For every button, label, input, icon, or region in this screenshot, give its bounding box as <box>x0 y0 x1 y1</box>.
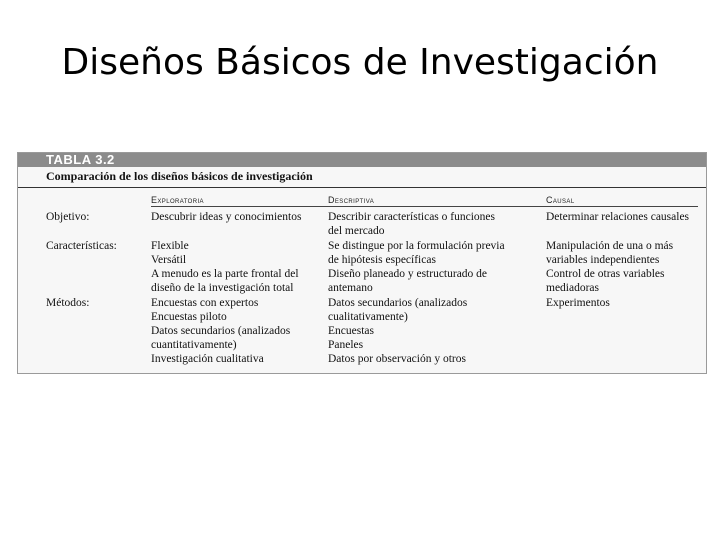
slide-title: Diseños Básicos de Investigación <box>61 42 659 83</box>
table-cell: Encuestas con expertos Encuestas piloto Datos secundarios (analizados cuantitativamente) Investigación cualitativa <box>151 297 291 365</box>
column-header-descriptiva: Descriptiva <box>328 195 375 205</box>
table-number: TABLA 3.2 <box>46 152 115 167</box>
header-rule <box>151 206 698 207</box>
table-caption-row <box>18 167 706 188</box>
table-cell: Manipulación de una o más variables independientes Control de otras variables mediadoras <box>546 240 674 294</box>
table-caption: Comparación de los diseños básicos de investigación <box>46 169 313 183</box>
table-cell: Descubrir ideas y conocimientos <box>151 211 302 223</box>
table-cell: Datos secundarios (analizados cualitativamente) Encuestas Paneles Datos por observación y otros <box>328 297 468 365</box>
row-label-caracteristicas: Características: <box>46 240 117 252</box>
table-cell: Se distingue por la formulación previa de hipótesis específicas Diseño planeado y estructurado de antemano <box>328 240 505 294</box>
table-cell: Describir características o funciones del mercado <box>328 211 495 237</box>
column-header-causal: Causal <box>546 195 575 205</box>
table-image <box>17 152 707 374</box>
table-cell: Experimentos <box>546 297 610 309</box>
row-label-metodos: Métodos: <box>46 297 90 309</box>
row-label-objetivo: Objetivo: <box>46 211 90 223</box>
table-cell: Flexible Versátil A menudo es la parte frontal del diseño de la investigación total <box>151 240 299 294</box>
column-header-exploratoria: Exploratoria <box>151 195 204 205</box>
table-cell: Determinar relaciones causales <box>546 211 690 223</box>
table-number-bar <box>18 153 706 167</box>
